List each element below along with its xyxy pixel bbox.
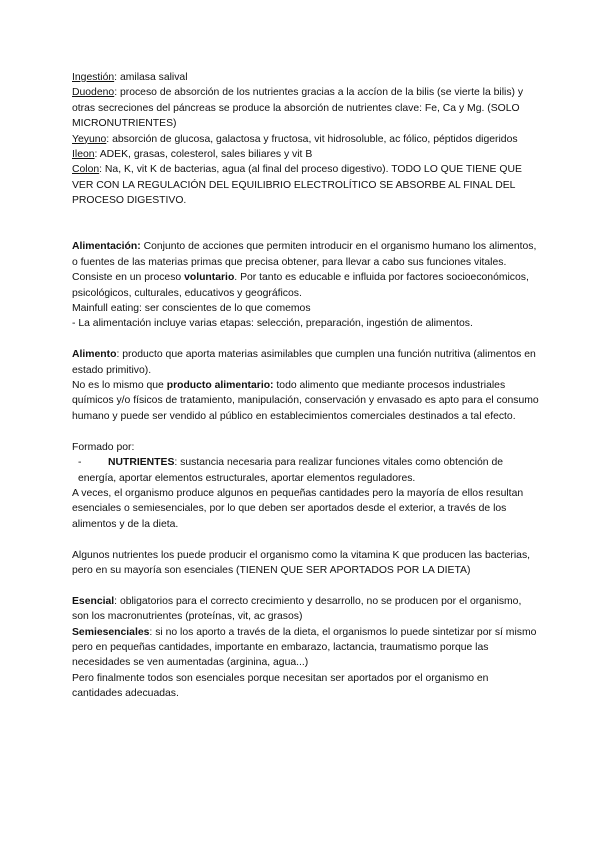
alimento-text: : producto que aporta materias asimilables que cumplen una función nutritiva (alimentos en estado primitivo). [72,349,536,376]
algunos-paragraph: Algunos nutrientes los puede producir el organismo como la vitamina K que producen las bacterias, pero en su mayoría son esenciales (TIENEN QUE SER APORTADOS POR LA DIETA) [72,549,531,576]
ingestion-text: : amilasa salival [114,72,188,83]
producto-pre: No es lo mismo que [72,380,167,392]
colon-term: Colon [72,164,100,176]
duodeno-text: : proceso de absorción de los nutrientes gracias a la accíon de la bilis (se vierte la bilis) y otras secreciones del páncreas se produce la absorción de nutrientes clave: Fe, Ca y Mg. (SOLO MICRONUTRIENTES) [72,87,524,130]
formado-intro: Formado por: [72,441,135,453]
spacer [72,224,540,239]
mindful-eating-line: Mainfull eating: ser conscientes de lo que comemos [72,303,311,315]
esencial-paragraph [72,594,540,625]
voluntario-term: voluntario [184,272,235,284]
yeyuno-text: : absorción de glucosa, galactosa y fructosa, vit hidrosoluble, ac fólico, péptidos digeridos [106,133,518,145]
colon-paragraph [72,162,540,208]
producto-alimentario-term: producto alimentario: [166,380,274,392]
duodeno-paragraph [72,85,540,131]
nutrientes-bullet [72,455,540,486]
producto-post: todo alimento que mediante procesos industriales químicos y/o físicos de tratamiento, manipulación, conservación y envasado es apto para el consumo humano y puede ser vendido al público en establecimientos comerciales destinados a tal efecto. [72,380,539,422]
final-paragraph: Pero finalmente todos son esenciales porque necesitan ser aportados por el organismo en cantidades adecuadas. [72,672,489,700]
alimentacion-text-2: . Por tanto es educable e influida por factores socioeconómicos, psicológicos, culturales, educativos y geográficos. [72,272,529,299]
colon-text: : Na, K, vit K de bacterias, agua (al final del proceso digestivo). TODO LO QUE TIENE QUE VER CON LA REGULACIÓN DEL EQUILIBRIO ELECTROLÍTICO SE ABSORBE AL FINAL DEL PROCESO DIGESTIVO. [72,164,522,207]
semiesenciales-text: : si no los aporto a través de la dieta, el organismos lo puede sintetizar por sí mismo pero en pequeñas cantidades, importante en embarazo, lactancia, traumatismo porque las necesidades se ven aumentadas (arginina, agua...) [72,626,537,669]
nutrientes-text: : sustancia necesaria para realizar funciones vitales como obtención de energía, aportar elementos estructurales, aportar elementos reguladores. [78,457,504,484]
spacer [72,532,540,547]
ingestion-paragraph [72,70,540,85]
bullet-dash: - [78,457,82,469]
ileon-text: : ADEK, grasas, colesterol, sales biliares y vit B [94,149,313,161]
a-veces-paragraph: A veces, el organismo produce algunos en pequeñas cantidades pero la mayoría de ellos resultan esenciales o semiesenciales, por lo que deben ser aportados desde el exterior, a través de los alimentos y de la dieta. [72,487,524,530]
ingestion-term: Ingestión [72,72,115,83]
duodeno-term: Duodeno [72,87,115,99]
spacer [72,332,540,347]
etapas-line: - La alimentación incluye varias etapas: selección, preparación, ingestión de alimentos. [72,318,473,330]
semiesenciales-paragraph [72,625,540,671]
esencial-term: Esencial [72,595,115,607]
ileon-term: Ileon [72,149,95,161]
spacer [72,424,540,439]
esencial-text: : obligatorios para el correcto crecimiento y desarrollo, no se producen por el organismo, son los macronutrientes (proteínas, vit, ac grasos) [72,595,522,623]
alimento-term: Alimento [72,349,117,361]
spacer [72,578,540,593]
spacer [72,209,540,224]
nutrientes-term: NUTRIENTES [108,457,175,469]
alimentacion-term: Alimentación: [72,241,141,253]
ileon-paragraph [72,147,540,162]
yeyuno-paragraph [72,132,540,147]
alimentacion-paragraph [72,239,540,301]
yeyuno-term: Yeyuno [72,133,107,145]
alimento-paragraph [72,347,540,378]
semiesenciales-term: Semiesenciales [72,626,150,638]
alimentacion-text-1: Conjunto de acciones que permiten introducir en el organismo humano los alimentos, o fuentes de las materias primas que precisa obtener, para llevar a cabo sus funciones vitales. Consiste en un proceso [72,241,537,284]
producto-alimentario-paragraph [72,378,540,424]
